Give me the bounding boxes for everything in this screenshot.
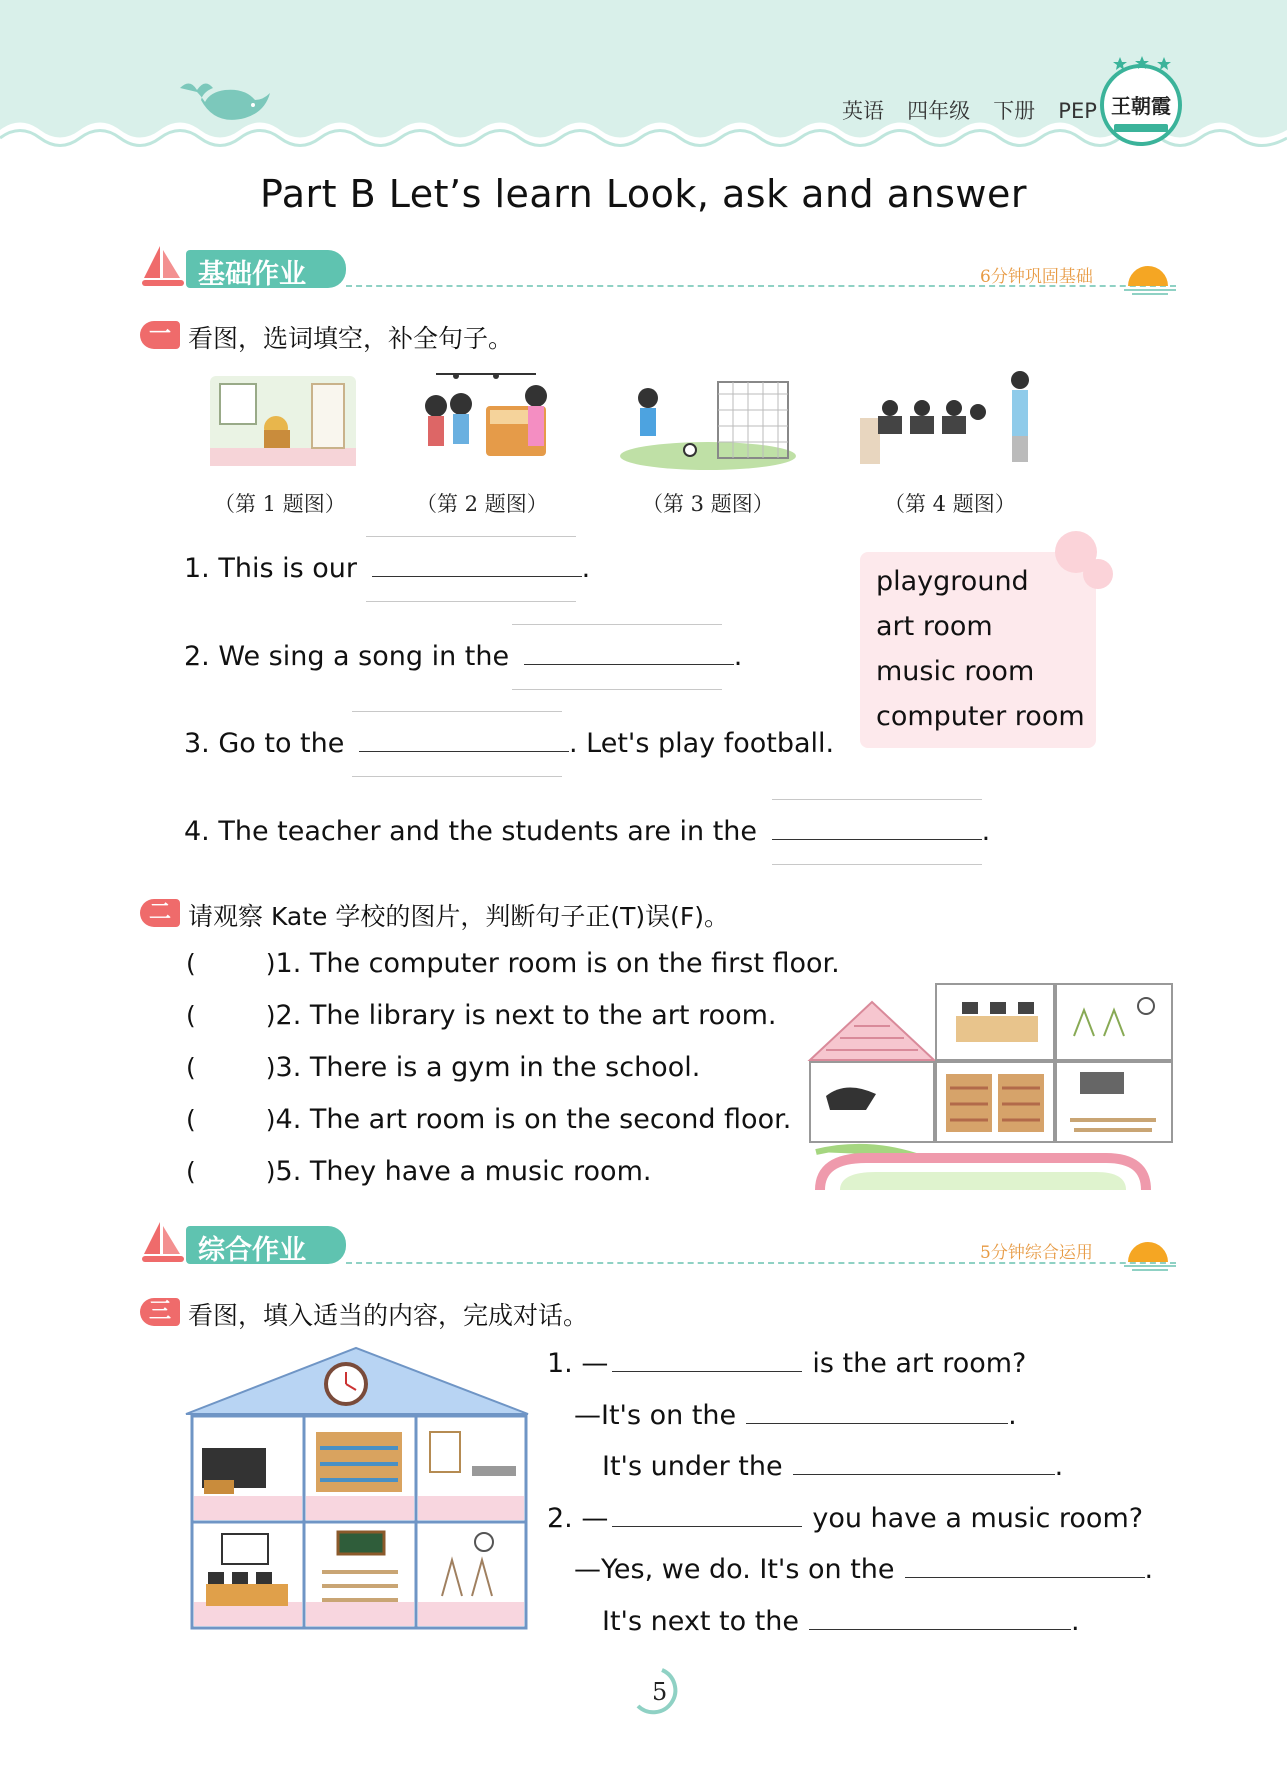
- tag-subject: 英语: [842, 99, 884, 123]
- school-building-picture: [182, 1346, 532, 1632]
- q3-blank-5[interactable]: [905, 1577, 1145, 1578]
- q3-line-3: It's under the .: [602, 1451, 1064, 1482]
- q1-instruction: 看图，选词填空，补全句子。: [188, 324, 514, 353]
- q3-line-4: 2. — you have a music room?: [547, 1503, 1144, 1534]
- header-tags: [842, 95, 1097, 125]
- computer-room-picture: [860, 370, 1040, 472]
- whale-icon: [175, 78, 275, 130]
- q1-number-badge: 一: [140, 321, 180, 349]
- tag-volume: 下册: [993, 99, 1036, 123]
- q2-number-badge: 二: [140, 899, 180, 927]
- section1-title: 基础作业: [198, 259, 306, 290]
- q1-sentence-4: 4. The teacher and the students are in the .: [184, 816, 991, 847]
- music-room-picture: [416, 366, 566, 472]
- q1-sentence-2: 2. We sing a song in the .: [184, 641, 743, 672]
- q1-blank-4[interactable]: [772, 839, 982, 840]
- q2-item-5: ( )5. They have a music room.: [186, 1156, 652, 1187]
- q3-blank-3[interactable]: [793, 1474, 1055, 1475]
- word-bank-item: playground: [876, 566, 1029, 597]
- section1-subtitle: 6分钟巩固基础: [980, 267, 1093, 287]
- q2-item-4: ( )4. The art room is on the second floor.: [186, 1104, 792, 1135]
- q3-line-5: —Yes, we do. It's on the .: [574, 1554, 1154, 1585]
- q1-caption-2: （第 2 题图）: [416, 492, 548, 516]
- q2-item-1: ( )1. The computer room is on the first floor.: [186, 948, 840, 979]
- q1-sentence-3: 3. Go to the . Let's play football.: [184, 728, 835, 759]
- q3-number-badge: 三: [140, 1298, 180, 1326]
- q3-line-6: It's next to the .: [602, 1606, 1080, 1637]
- word-bank-item: computer room: [876, 701, 1085, 732]
- q3-blank-4[interactable]: [612, 1526, 802, 1527]
- playground-picture: [618, 374, 798, 472]
- word-bank-item: music room: [876, 656, 1035, 687]
- page-number: 5: [652, 1678, 668, 1706]
- q1-blank-1[interactable]: [372, 576, 582, 577]
- sailboat-icon: [140, 1220, 186, 1266]
- kate-school-picture: [806, 980, 1176, 1192]
- q3-blank-6[interactable]: [809, 1629, 1071, 1630]
- q1-blank-3[interactable]: [359, 751, 569, 752]
- sun-icon: [1120, 1232, 1180, 1272]
- brand-logo: [1100, 64, 1182, 146]
- section2-subtitle: 5分钟综合运用: [980, 1243, 1093, 1263]
- q3-instruction: 看图，填入适当的内容，完成对话。: [188, 1301, 589, 1330]
- q3-blank-1[interactable]: [612, 1371, 802, 1372]
- tag-grade: 四年级: [907, 99, 971, 123]
- q1-sentence-1: 1. This is our .: [184, 553, 591, 584]
- page-title: Part B Let’s learn Look, ask and answer: [260, 172, 1027, 216]
- q3-line-2: —It's on the .: [574, 1400, 1017, 1431]
- sun-icon: [1120, 256, 1180, 296]
- q1-blank-2[interactable]: [524, 664, 734, 665]
- sailboat-icon: [140, 244, 186, 290]
- q2-instruction: 请观察 Kate 学校的图片，判断句子正(T)误(F)。: [188, 902, 730, 931]
- q3-blank-2[interactable]: [746, 1423, 1008, 1424]
- tag-edition: PEP: [1058, 99, 1097, 123]
- q2-item-2: ( )2. The library is next to the art room.: [186, 1000, 777, 1031]
- q2-item-3: ( )3. There is a gym in the school.: [186, 1052, 701, 1083]
- star-decoration-icon: [1112, 56, 1172, 72]
- q1-caption-4: （第 4 题图）: [884, 492, 1016, 516]
- q1-caption-3: （第 3 题图）: [642, 492, 774, 516]
- q1-caption-1: （第 1 题图）: [214, 492, 346, 516]
- brand-logo-text: 王朝霞: [1111, 94, 1171, 118]
- bubble-decoration-icon: [1052, 530, 1118, 594]
- art-room-picture: [208, 372, 358, 472]
- word-bank-item: art room: [876, 611, 993, 642]
- q3-line-1: 1. — is the art room?: [547, 1348, 1027, 1379]
- section2-title: 综合作业: [198, 1235, 306, 1266]
